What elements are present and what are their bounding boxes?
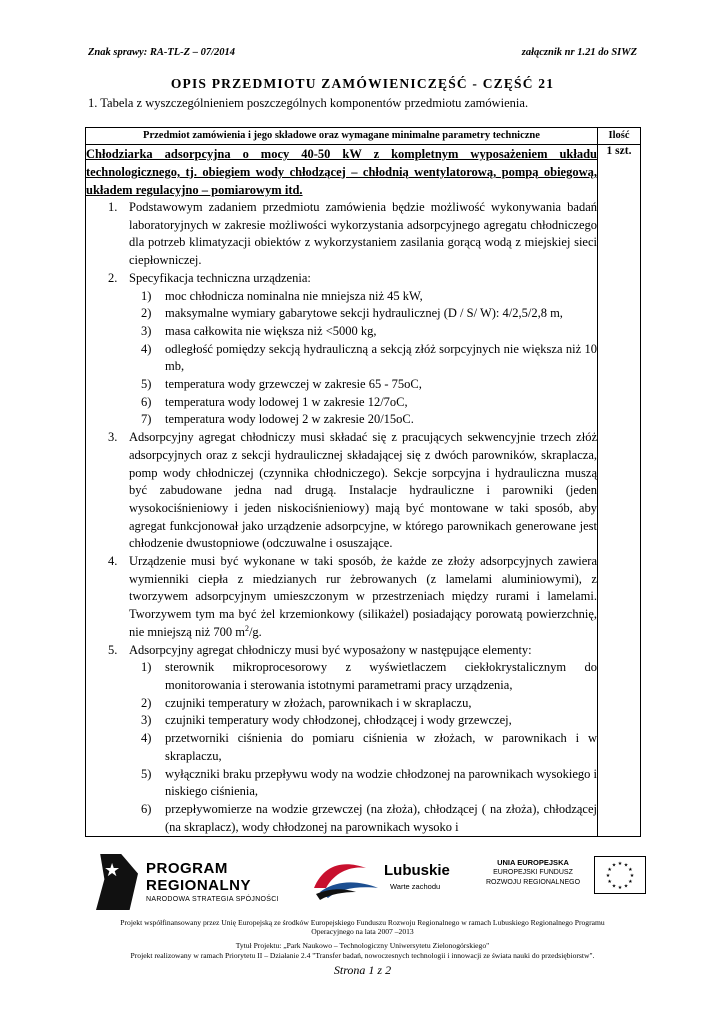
eu-line2: EUROPEJSKI FUNDUSZ xyxy=(493,869,573,876)
subject-cell xyxy=(86,145,598,837)
eu-logo xyxy=(478,854,646,908)
sub-number: 7) xyxy=(141,412,152,427)
sub-text: temperatura wody grzewczej w zakresie 65 - 75oC, xyxy=(165,377,422,392)
quantity-cell: 1 szt. xyxy=(598,145,641,837)
sub-number: 5) xyxy=(141,766,152,781)
star-icon: ★ xyxy=(104,860,121,881)
sub-text: czujniki temperatury wody chłodzonej, chłodzącej i wody grzewczej, xyxy=(165,713,512,728)
list-item xyxy=(86,199,597,270)
eu-logo-text xyxy=(478,858,588,888)
program-logo-line2: REGIONALNY xyxy=(146,877,252,894)
svg-text:★: ★ xyxy=(617,885,623,891)
sub-item xyxy=(86,411,597,429)
item-number: 1. xyxy=(108,200,118,214)
attachment-label: załącznik nr 1.21 do SIWZ xyxy=(521,47,637,58)
sub-item xyxy=(86,695,597,713)
table-header-row xyxy=(86,128,641,145)
footer-line: Tytuł Projektu: „Park Naukowo – Technologiczny Uniwersytetu Zielonogórskiego" xyxy=(235,941,490,950)
svg-text:★: ★ xyxy=(628,867,633,873)
item-number: 5. xyxy=(108,642,118,657)
footer-line: Operacyjnego na lata 2007 –2013 xyxy=(311,927,414,936)
eu-line3: ROZWOJU REGIONALNEGO xyxy=(485,879,581,886)
item-text: Specyfikacja techniczna urządzenia: xyxy=(129,270,311,285)
sub-number: 1) xyxy=(141,288,152,303)
sub-item xyxy=(86,712,597,730)
sub-text: przetworniki ciśnienia do pomiaru ciśnienia w złożach, w parownikach i w skraplaczu, xyxy=(165,731,597,763)
superscript: 2 xyxy=(244,623,249,633)
svg-text:★: ★ xyxy=(611,862,617,869)
item-heading: Chłodziarka adsorpcyjna o mocy 40-50 kW z kompletnym wyposażeniem układu technologicznego, tj. obiegiem wody chłodzącej – chłodnią wentylatorową, pompą obiegową, układem regulacyjno – pomiarowym itd. xyxy=(86,147,597,197)
sub-number: 6) xyxy=(141,801,152,816)
sub-text: odległość pomiędzy sekcją hydrauliczną a sekcją złóż sorpcyjnych nie większa niż 10 mb, xyxy=(165,341,597,374)
sub-number: 2) xyxy=(141,306,152,321)
sub-item xyxy=(86,305,597,323)
list-item xyxy=(86,642,597,660)
lubuskie-name: Lubuskie xyxy=(384,862,450,879)
sub-number: 5) xyxy=(141,377,152,392)
item-text: Podstawowym zadaniem przedmiotu zamówienia będzie możliwość wykonywania badań laboratoryjnych w zakresie możliwości wykorzystania adsorpcyjnego agregatu chłodniczego dla potrzeb klimatyzacji obiektów z wykorzystaniem zasilania gorącą wodą z miejskiej sieci ciepłowniczej. xyxy=(129,200,597,268)
svg-text:★: ★ xyxy=(623,883,629,890)
column-header-subject: Przedmiot zamówienia i jego składowe oraz wymagane minimalne parametry techniczne xyxy=(86,128,598,145)
item-text: Adsorpcyjny agregat chłodniczy musi być wyposażony w następujące elementy: xyxy=(129,642,532,657)
eu-line1: UNIA EUROPEJSKA xyxy=(497,858,569,867)
sub-text: sterownik mikroprocesorowy z wyświetlaczem ciekłokrystalicznym do monitorowania i sterowania istotnymi parametrami pracy urządzenia, xyxy=(165,660,597,692)
lubuskie-tagline: Warte zachodu xyxy=(390,882,441,891)
table-row xyxy=(86,145,641,837)
sub-item xyxy=(86,659,597,694)
item-text: Adsorpcyjny agregat chłodniczy musi składać się z pracujących sekwencyjnie trzech złóż adsorpcyjnych oraz z sekcji hydraulicznej składającej się z dwóch parowników, skraplacza, pomp wody chłodniczej (czynnika chłodniczego). Sekcje sorpcyjna i hydrauliczna muszą być zabudowane jedna nad drugą. Instalacje hydrauliczne i parowniki (jeden wysokociśnieniowy i jeden niskociśnieniowy) mają być montowane w taki sposób, aby agregat funkcjonował jako urządzenie adsorpcyjne, w którego parownikach generowane jest chłodzenie dwustopniowe (odczuwalne i osuszające. xyxy=(129,430,597,551)
item-number: 2. xyxy=(108,270,118,285)
sub-text: temperatura wody lodowej 1 w zakresie 12/7oC, xyxy=(165,394,408,409)
sub-number: 4) xyxy=(141,731,152,746)
list-item xyxy=(86,553,597,642)
program-logo-line1: PROGRAM xyxy=(146,860,228,877)
svg-text:★: ★ xyxy=(607,879,612,885)
funding-logos xyxy=(90,850,646,912)
sub-number: 4) xyxy=(141,341,152,356)
program-logo-line3: NARODOWA STRATEGIA SPÓJNOŚCI xyxy=(146,896,279,903)
sub-item xyxy=(86,730,597,765)
case-number: Znak sprawy: RA-TL-Z – 07/2014 xyxy=(88,47,235,58)
sub-item xyxy=(86,288,597,306)
sub-text: czujniki temperatury w złożach, parownikach i w skraplaczu, xyxy=(165,695,472,710)
column-header-quantity: Ilość xyxy=(598,128,641,145)
item-number: 4. xyxy=(108,554,118,569)
item-number: 3. xyxy=(108,430,118,445)
sub-item xyxy=(86,394,597,412)
list-item xyxy=(86,429,597,553)
sub-number: 6) xyxy=(141,394,152,409)
sub-text: moc chłodnicza nominalna nie mniejsza niż 45 kW, xyxy=(165,288,423,303)
lubuskie-swoosh-icon xyxy=(310,858,382,902)
sub-item xyxy=(86,801,597,836)
sub-item xyxy=(86,766,597,801)
sub-text: maksymalne wymiary gabarytowe sekcji hydraulicznej (D / S/ W): 4/2,5/2,8 m, xyxy=(165,306,563,321)
page-title: OPIS PRZEDMIOTU ZAMÓWIENICZĘŚĆ - CZĘŚĆ 21 xyxy=(170,76,555,91)
item-text: Urządzenie musi być wykonane w taki sposób, że każde ze złoży adsorpcyjnych zawiera wymienniki ciepła z miedzianych rur żebrowanych (z lamelami aluminiowymi), z tworzywem adsorpcyjnym umieszczonym w przestrzeniach między rurami i lamelami. Tworzywem tym ma być żel krzemionkowy (silikażel) posiadający porowatą powierzchnię, nie mniejszą niż 700 m xyxy=(129,554,597,639)
sub-number: 3) xyxy=(141,323,152,338)
svg-text:★: ★ xyxy=(628,879,633,885)
sub-text: wyłączniki braku przepływu wody na wodzie chłodzonej na parownikach wysokiego i niskiego ciśnienia, xyxy=(165,766,597,799)
lubuskie-logo xyxy=(310,856,490,906)
sub-item xyxy=(86,323,597,341)
svg-text:★: ★ xyxy=(623,862,629,869)
svg-text:★: ★ xyxy=(607,867,612,873)
svg-text:★: ★ xyxy=(611,883,617,890)
sub-item xyxy=(86,376,597,394)
program-regionalny-logo xyxy=(96,854,296,910)
sub-text: przepływomierze na wodzie grzewczej (na złoża), chłodzącej ( na złoża), chłodzącej (na skraplacz), wody chłodzonej na parownikach wysoko i xyxy=(165,801,597,834)
footer-line: Projekt współfinansowany przez Unię Europejską ze środków Europejskiego Funduszu Rozwoju Regionalnego w ramach Lubuskiego Regionalnego Programu xyxy=(120,918,605,927)
sub-text: temperatura wody lodowej 2 w zakresie 20/15oC. xyxy=(165,412,414,427)
list-item xyxy=(86,270,597,288)
eu-flag-icon xyxy=(594,856,646,894)
specification-table xyxy=(85,127,641,837)
sub-number: 1) xyxy=(141,660,152,675)
footer-line: Projekt realizowany w ramach Priorytetu II – Działanie 2.4 "Transfer badań, nowoczesnych technologii i innowacji ze świata nauki do przedsiębiorstw". xyxy=(130,951,595,960)
svg-text:★: ★ xyxy=(617,861,623,867)
item-text-end: /g. xyxy=(248,624,262,639)
sub-item xyxy=(86,341,597,376)
sub-text: masa całkowita nie większa niż <5000 kg, xyxy=(165,323,377,338)
intro-text: 1. Tabela z wyszczególnieniem poszczególnych komponentów przedmiotu zamówienia. xyxy=(88,96,529,110)
page-number: Strona 1 z 2 xyxy=(333,963,392,977)
svg-text:★: ★ xyxy=(629,873,635,879)
sub-number: 2) xyxy=(141,695,152,710)
sub-number: 3) xyxy=(141,713,152,728)
svg-text:★: ★ xyxy=(605,873,611,879)
